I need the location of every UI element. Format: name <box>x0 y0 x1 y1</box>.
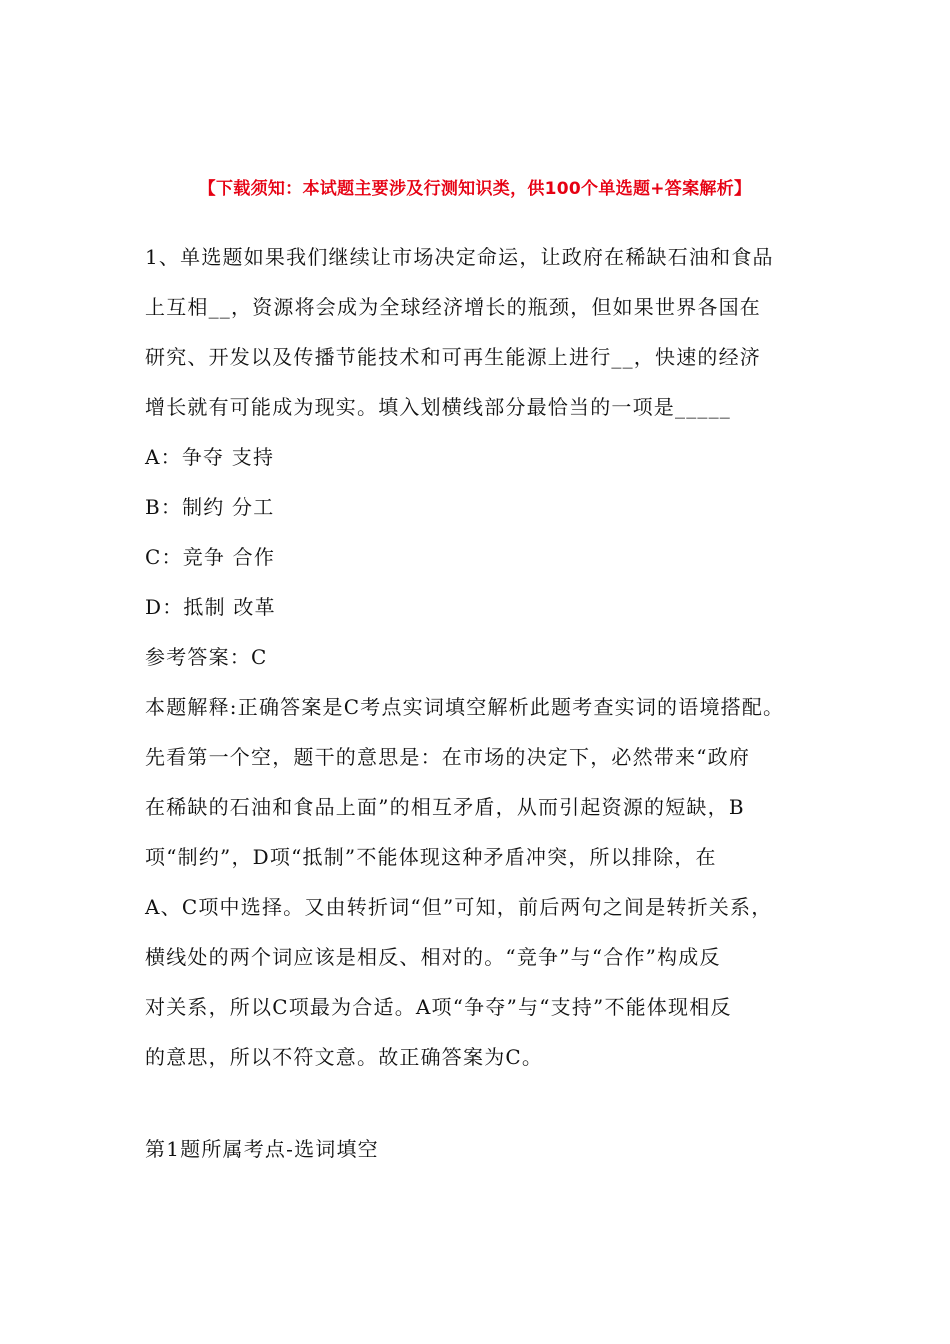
option-b: B：制约 分工 <box>145 495 275 519</box>
option-d: D：抵制 改革 <box>145 595 276 619</box>
explanation-line: 项“制约”，D项“抵制”不能体现这种矛盾冲突，所以排除，在 <box>145 845 717 869</box>
question-line: 研究、开发以及传播节能技术和可再生能源上进行__，快速的经济 <box>145 345 761 369</box>
download-notice: 【下载须知：本试题主要涉及行测知识类，供100个单选题+答案解析】 <box>198 179 752 199</box>
reference-answer: 参考答案：C <box>145 645 268 669</box>
explanation-line: 的意思，所以不符文意。故正确答案为C。 <box>145 1045 544 1069</box>
option-a: A：争夺 支持 <box>145 445 275 469</box>
question-line: 1、单选题如果我们继续让市场决定命运，让政府在稀缺石油和食品 <box>145 245 774 269</box>
explanation-line: 对关系，所以C项最为合适。A项“争夺”与“支持”不能体现相反 <box>145 995 732 1019</box>
question-line: 增长就有可能成为现实。填入划横线部分最恰当的一项是_____ <box>145 395 731 419</box>
question-block <box>145 232 825 1082</box>
explanation-line: 先看第一个空，题干的意思是：在市场的决定下，必然带来“政府 <box>145 745 751 769</box>
explanation-line: A、C项中选择。又由转折词“但”可知，前后两句之间是转折关系， <box>145 895 773 919</box>
question-topic: 第1题所属考点-选词填空 <box>145 1137 379 1161</box>
explanation-line: 在稀缺的石油和食品上面”的相互矛盾，从而引起资源的短缺，B <box>145 795 745 819</box>
explanation-line: 横线处的两个词应该是相反、相对的。“竞争”与“合作”构成反 <box>145 945 721 969</box>
option-c: C：竞争 合作 <box>145 545 276 569</box>
question-line: 上互相__，资源将会成为全球经济增长的瓶颈，但如果世界各国在 <box>145 295 761 319</box>
explanation-line: 本题解释:正确答案是C考点实词填空解析此题考查实词的语境搭配。 <box>145 695 785 719</box>
